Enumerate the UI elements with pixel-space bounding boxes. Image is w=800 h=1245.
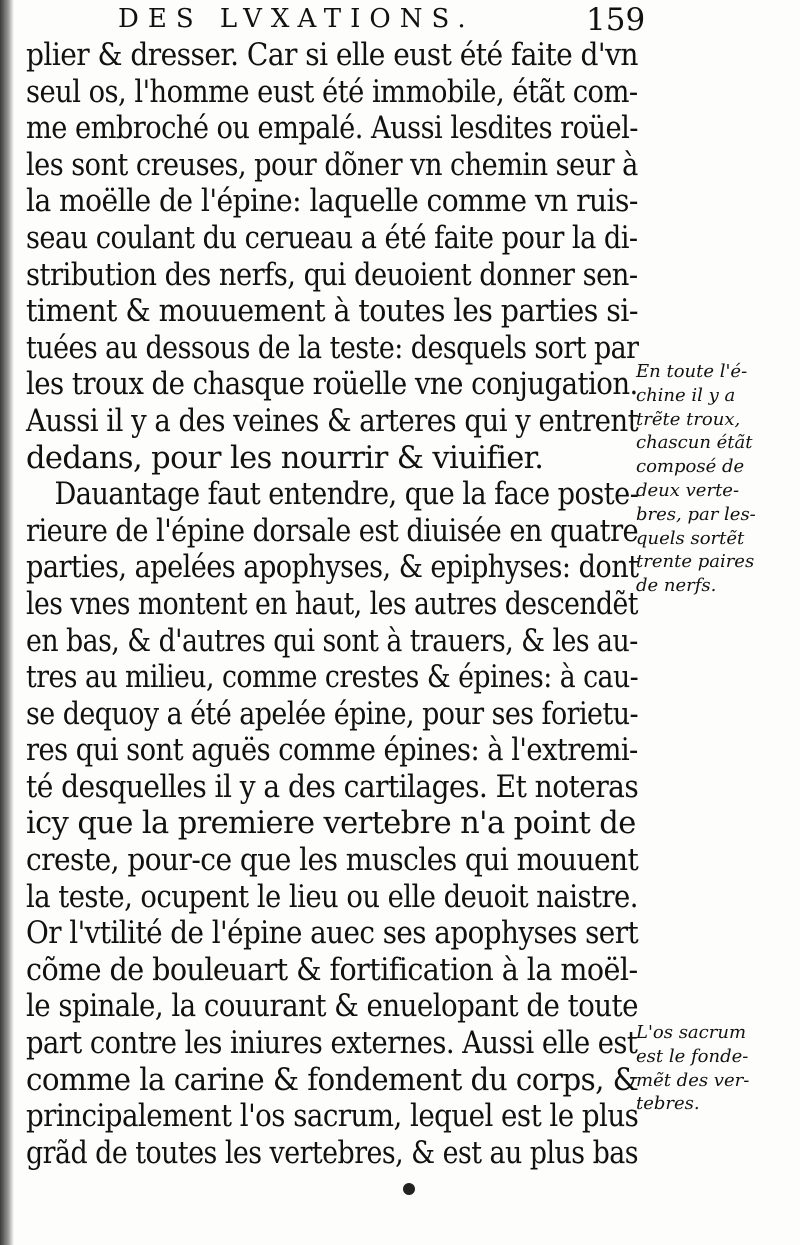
- margin-note-line: composé de: [636, 456, 745, 478]
- text-line: cõme de bouleuart & fortification à la moël-: [26, 952, 638, 988]
- text-line: la teste, ocupent le lieu ou elle deuoit naistre.: [26, 879, 638, 915]
- text-line: timent & mouuement à toutes les parties si-: [26, 294, 638, 330]
- margin-note-line: trẽte troux,: [636, 408, 741, 430]
- text-line: parties, apelées apophyses, & epiphyses: dont: [26, 550, 639, 586]
- text-line: seau coulant du cerueau a été faite pour la di-: [26, 220, 638, 256]
- text-line: en bas, & d'autres qui sont à trauers, & les au-: [26, 623, 638, 659]
- text-line: stribution des nerfs, qui deuoient donner sen-: [26, 257, 638, 293]
- margin-note-line: En toute l'é-: [636, 361, 748, 382]
- margin-note-line: L'os sacrum: [636, 1022, 747, 1043]
- margin-note-line: de nerfs.: [636, 575, 717, 597]
- margin-note-line: est le fonde-: [636, 1045, 749, 1067]
- margin-note-line: deux verte-: [636, 479, 740, 501]
- page-number: 159: [586, 2, 646, 38]
- ink-dot-ornament: [403, 1183, 415, 1195]
- margin-note-line: mẽt des ver-: [636, 1069, 750, 1091]
- text-line: se dequoy a été apelée épine, pour ses forietu-: [26, 696, 639, 732]
- text-line: grãd de toutes les vertebres, & est au plus bas: [26, 1135, 639, 1171]
- text-line: dedans, pour les nourrir & viuifier.: [26, 440, 544, 476]
- body-text: [26, 38, 638, 1172]
- margin-note-line: quels sortẽt: [636, 527, 745, 549]
- text-line: plier & dresser. Car si elle eust été faite d'vn: [26, 38, 638, 73]
- text-line: tres au milieu, comme crestes & épines: à cau-: [26, 660, 639, 696]
- running-title: DES LVXATIONS.: [118, 4, 475, 34]
- text-line: me embroché ou empalé. Aussi lesdites roüel-: [26, 111, 638, 147]
- text-line: comme la carine & fondement du corps, &: [26, 1062, 639, 1098]
- page-gutter-shadow: [0, 0, 14, 1245]
- text-line: tuées au dessous de la teste: desquels sort par: [26, 330, 639, 366]
- paragraph-start-line: Dauantage faut entendre, que la face poste-: [54, 477, 639, 513]
- text-line: les vnes montent en haut, les autres descendẽt: [26, 586, 638, 622]
- text-line: la moëlle de l'épine: laquelle comme vn ruis-: [26, 184, 638, 220]
- text-line: Or l'vtilité de l'épine auec ses apophyses sert: [26, 916, 639, 952]
- margin-note-line: bres, par les-: [636, 503, 756, 525]
- text-line: Aussi il y a des veines & arteres qui y entrent: [26, 403, 639, 439]
- text-line: res qui sont aguës comme épines: à l'extremi-: [26, 733, 638, 769]
- margin-note-line: chine il y a: [636, 384, 736, 406]
- margin-note-line: trente paires: [636, 551, 755, 573]
- margin-note-line: chascun étãt: [636, 432, 753, 454]
- margin-note-line: tebres.: [636, 1093, 700, 1115]
- text-line: seul os, l'homme eust été immobile, étãt com-: [26, 74, 638, 110]
- text-line: les sont creuses, pour dõner vn chemin seur à: [26, 147, 638, 183]
- text-line: le spinale, la couurant & enuelopant de toute: [26, 989, 638, 1025]
- text-line: principalement l'os sacrum, lequel est le plus: [26, 1099, 639, 1135]
- text-line: creste, pour-ce que les muscles qui mouuent: [26, 843, 639, 879]
- text-line: té desquelles il y a des cartilages. Et noteras: [26, 769, 639, 805]
- text-line: rieure de l'épine dorsale est diuisée en quatre: [26, 513, 639, 549]
- text-line: part contre les iniures externes. Aussi elle est: [26, 1026, 638, 1062]
- text-line: icy que la premiere vertebre n'a point de: [26, 806, 636, 842]
- margin-note-sacrum: [636, 1021, 796, 1116]
- text-line: les troux de chasque roüelle vne conjugation.: [26, 367, 638, 403]
- margin-note-nerves: [636, 360, 796, 598]
